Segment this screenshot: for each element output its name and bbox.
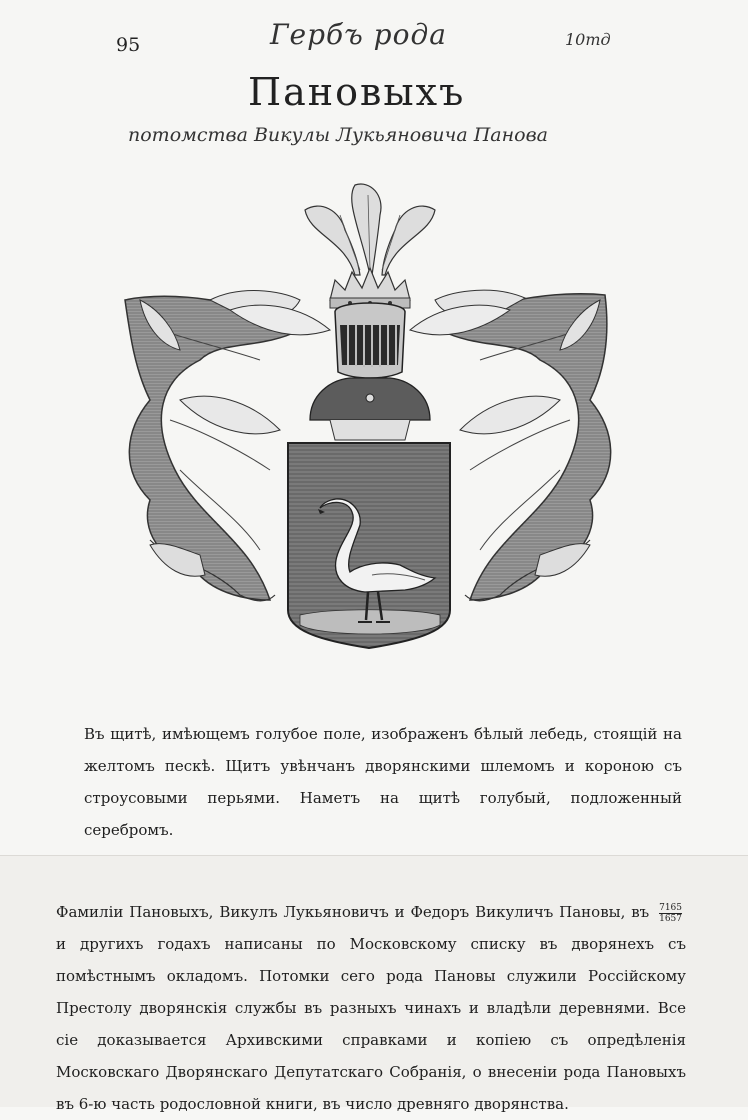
heading-top: Гербъ рода [270,18,447,51]
fraction-top: 7165 [659,902,682,913]
family-name-title: Пановыхъ [248,70,466,114]
ostrich-feathers [305,184,435,275]
mantling-left [125,291,300,601]
subtitle: потомства Викулы Лукьяновича Панова [128,124,548,146]
shield [288,443,450,648]
crown [330,268,410,308]
history-text-start: Фамиліи Пановыхъ, Викулъ Лукьяновичъ и Федоръ Викуличъ Пановы, въ [56,903,650,921]
history-text-end: и другихъ годахъ написаны по Московскому списку въ дворянехъ съ помѣстнымъ окладомъ. Потомки сего рода Пановы служили Россійскому Престолу дворянскія службы въ разныхъ чинахъ и владѣли деревнями. Все сіе доказывается Архивскими справками и копіею съ опредѣленія Московскаго Дворянскаго Депутатскаго Собранія, о внесеніи рода Пановыхъ въ 6-ю часть родословной книги, въ число древняго дворянства. [56,935,686,1113]
fraction-bottom: 1657 [659,913,682,924]
sheet-mark: 10тд [565,30,611,49]
history-paragraph [56,896,686,1120]
helmet [310,303,430,440]
blazon-paragraph: Въ щитѣ, имѣющемъ голубое поле, изображенъ бѣлый лебедь, стоящій на желтомъ пескѣ. Щитъ увѣнчанъ дворянскими шлемомъ и короною съ строусовыми перьями. Наметъ на щитѣ голубый, подложенный серебромъ. [84,725,682,839]
mantling-right [435,290,611,601]
page-number: 95 [116,34,141,56]
year-fraction [659,903,682,924]
